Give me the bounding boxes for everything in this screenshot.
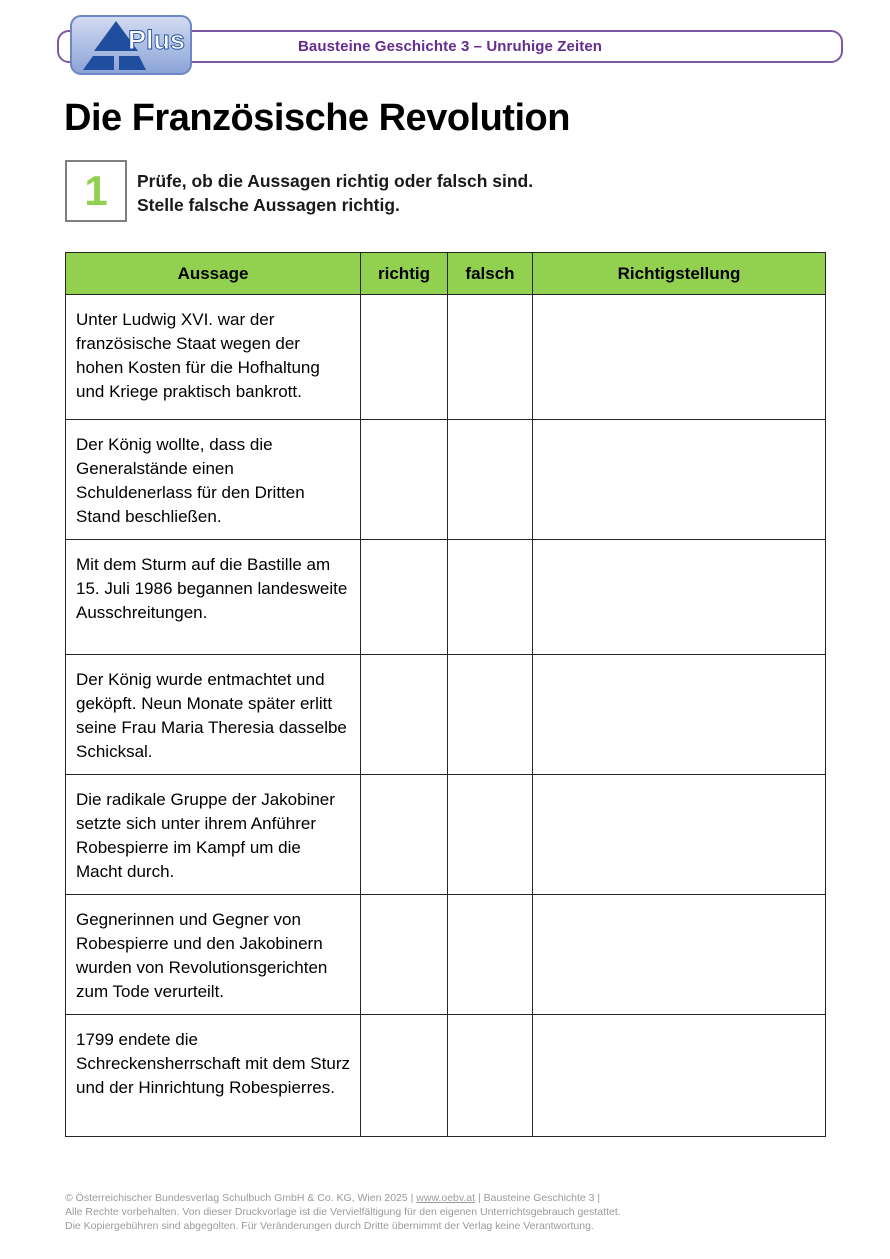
table-row [66,420,826,540]
footer-line1-prefix: © Österreichischer Bundesverlag Schulbuch GmbH & Co. KG, Wien 2025 | [65,1192,417,1204]
column-header-aussage: Aussage [66,253,361,295]
richtigstellung-answer-cell[interactable] [533,895,826,1015]
statements-table [65,252,826,1137]
footer-line2: Alle Rechte vorbehalten. Von dieser Druckvorlage ist die Vervielfältigung für den eigenen Unterrichtsgebrauch gestattet. [65,1206,621,1218]
falsch-answer-cell[interactable] [448,295,533,420]
falsch-answer-cell[interactable] [448,420,533,540]
table-row [66,895,826,1015]
statement-cell: Der König wurde entmachtet und geköpft. Neun Monate später erlitt seine Frau Maria Theresia dasselbe Schicksal. [66,655,361,775]
richtigstellung-answer-cell[interactable] [533,1015,826,1137]
table-header-row [66,253,826,295]
richtigstellung-answer-cell[interactable] [533,775,826,895]
task-instruction [137,169,533,217]
table-row [66,655,826,775]
footer-line3: Die Kopiergebühren sind abgegolten. Für Veränderungen durch Dritte übernimmt der Verlag keine Verantwortung. [65,1220,594,1232]
richtigstellung-answer-cell[interactable] [533,540,826,655]
table-row [66,775,826,895]
richtig-answer-cell[interactable] [361,420,448,540]
richtig-answer-cell[interactable] [361,895,448,1015]
richtigstellung-answer-cell[interactable] [533,420,826,540]
task-number: 1 [84,167,108,214]
column-header-richtigstellung: Richtigstellung [533,253,826,295]
richtigstellung-answer-cell[interactable] [533,295,826,420]
plus-pyramid-logo-icon [70,15,192,75]
table-row [66,540,826,655]
richtig-answer-cell[interactable] [361,775,448,895]
richtig-answer-cell[interactable] [361,295,448,420]
statement-cell: Gegnerinnen und Gegner von Robespierre und den Jakobinern wurden von Revolutionsgerichten zum Tode verurteilt. [66,895,361,1015]
richtig-answer-cell[interactable] [361,1015,448,1137]
banner-title: Bausteine Geschichte 3 – Unruhige Zeiten [297,38,603,55]
column-header-falsch: falsch [448,253,533,295]
falsch-answer-cell[interactable] [448,540,533,655]
task-instruction-line2: Stelle falsche Aussagen richtig. [137,195,400,215]
richtig-answer-cell[interactable] [361,655,448,775]
statement-cell: Der König wollte, dass die Generalstände einen Schuldenerlass für den Dritten Stand beschließen. [66,420,361,540]
falsch-answer-cell[interactable] [448,655,533,775]
oebv-plus-logo [70,15,192,75]
table-row [66,295,826,420]
task-number-box [65,160,127,222]
page-title: Die Französische Revolution [64,97,570,139]
statement-cell: Die radikale Gruppe der Jakobiner setzte sich unter ihrem Anführer Robespierre im Kampf um die Macht durch. [66,775,361,895]
falsch-answer-cell[interactable] [448,775,533,895]
column-header-richtig: richtig [361,253,448,295]
falsch-answer-cell[interactable] [448,895,533,1015]
richtig-answer-cell[interactable] [361,540,448,655]
oebv-link[interactable]: www.oebv.at [416,1192,476,1204]
svg-text:Plus: Plus [128,25,186,55]
statement-cell: 1799 endete die Schreckensherrschaft mit dem Sturz und der Hinrichtung Robespierres. [66,1015,361,1137]
footer-line1-suffix: | Bausteine Geschichte 3 | [475,1192,601,1204]
copyright-footer [65,1191,621,1233]
table-row [66,1015,826,1137]
footer-line1 [65,1191,621,1205]
richtigstellung-answer-cell[interactable] [533,655,826,775]
statement-cell: Mit dem Sturm auf die Bastille am 15. Juli 1986 begannen landesweite Ausschreitungen. [66,540,361,655]
falsch-answer-cell[interactable] [448,1015,533,1137]
task-instruction-line1: Prüfe, ob die Aussagen richtig oder falsch sind. [137,171,534,191]
statement-cell: Unter Ludwig XVI. war der französische Staat wegen der hohen Kosten für die Hofhaltung und Kriege praktisch bankrott. [66,295,361,420]
